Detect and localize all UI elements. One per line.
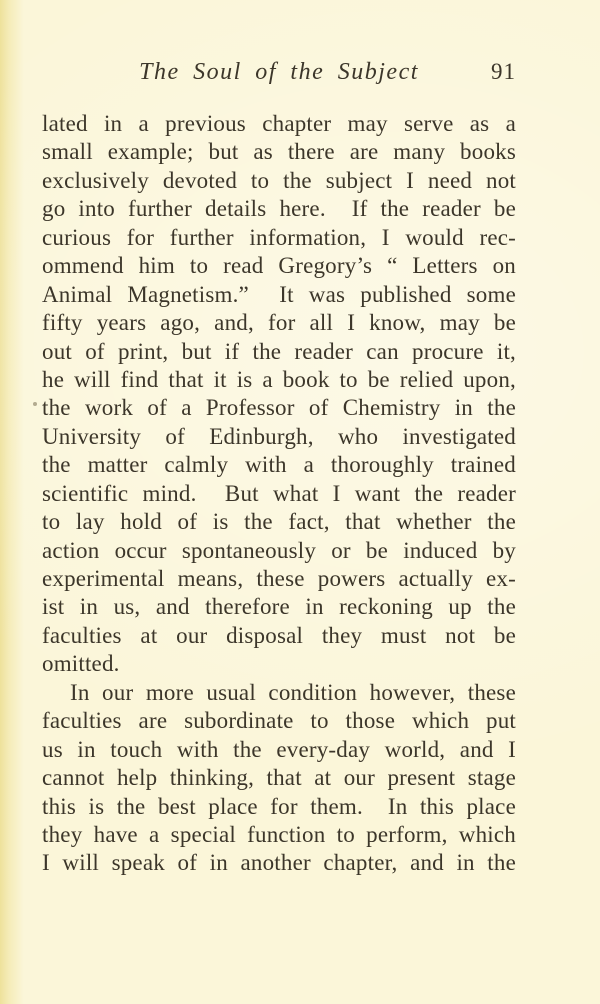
text-line: exclusively devoted to the subject I need not — [42, 167, 516, 193]
text-line: small example; but as there are many books — [42, 139, 516, 165]
text-line: this is the best place for them. In this place — [42, 793, 516, 819]
text-line: he will find that it is a book to be relied upon, — [42, 366, 516, 392]
text-line: out of print, but if the reader can procure it, — [42, 338, 516, 364]
text-line: action occur spontaneously or be induced by — [42, 537, 516, 563]
page-number: 91 — [491, 59, 516, 84]
text-line: the work of a Professor of Chemistry in the — [42, 395, 516, 421]
text-line: University of Edinburgh, who investigated — [42, 423, 516, 449]
running-header — [42, 56, 516, 88]
text-line: fifty years ago, and, for all I know, may be — [42, 310, 516, 336]
scan-speck — [33, 402, 37, 406]
running-header-title: The Soul of the Subject — [139, 59, 419, 85]
text-line: to lay hold of is the fact, that whether the — [42, 509, 516, 535]
text-line: go into further details here. If the reader be — [42, 196, 516, 222]
page-body — [42, 110, 516, 878]
text-line: scientific mind. But what I want the reader — [42, 480, 516, 506]
text-line: I will speak of in another chapter, and in the — [42, 850, 516, 876]
text-line: faculties at our disposal they must not be — [42, 622, 516, 648]
text-line: ist in us, and therefore in reckoning up the — [42, 594, 516, 620]
text-line: Animal Magnetism.” It was published some — [42, 281, 516, 307]
text-line: the matter calmly with a thoroughly trained — [42, 452, 516, 478]
text-line: omitted. — [42, 651, 120, 677]
text-line: us in touch with the every-day world, and I — [42, 736, 516, 762]
text-line: ommend him to read Gregory’s “ Letters on — [42, 253, 516, 279]
text-line: cannot help thinking, that at our present stage — [42, 765, 516, 791]
text-line: they have a special function to perform, which — [42, 821, 516, 847]
text-line: In our more usual condition however, these — [70, 679, 516, 705]
text-line: curious for further information, I would rec- — [42, 224, 516, 250]
text-line: lated in a previous chapter may serve as a — [42, 111, 516, 136]
text-line: experimental means, these powers actually ex- — [42, 566, 516, 591]
text-line: faculties are subordinate to those which put — [42, 708, 516, 734]
